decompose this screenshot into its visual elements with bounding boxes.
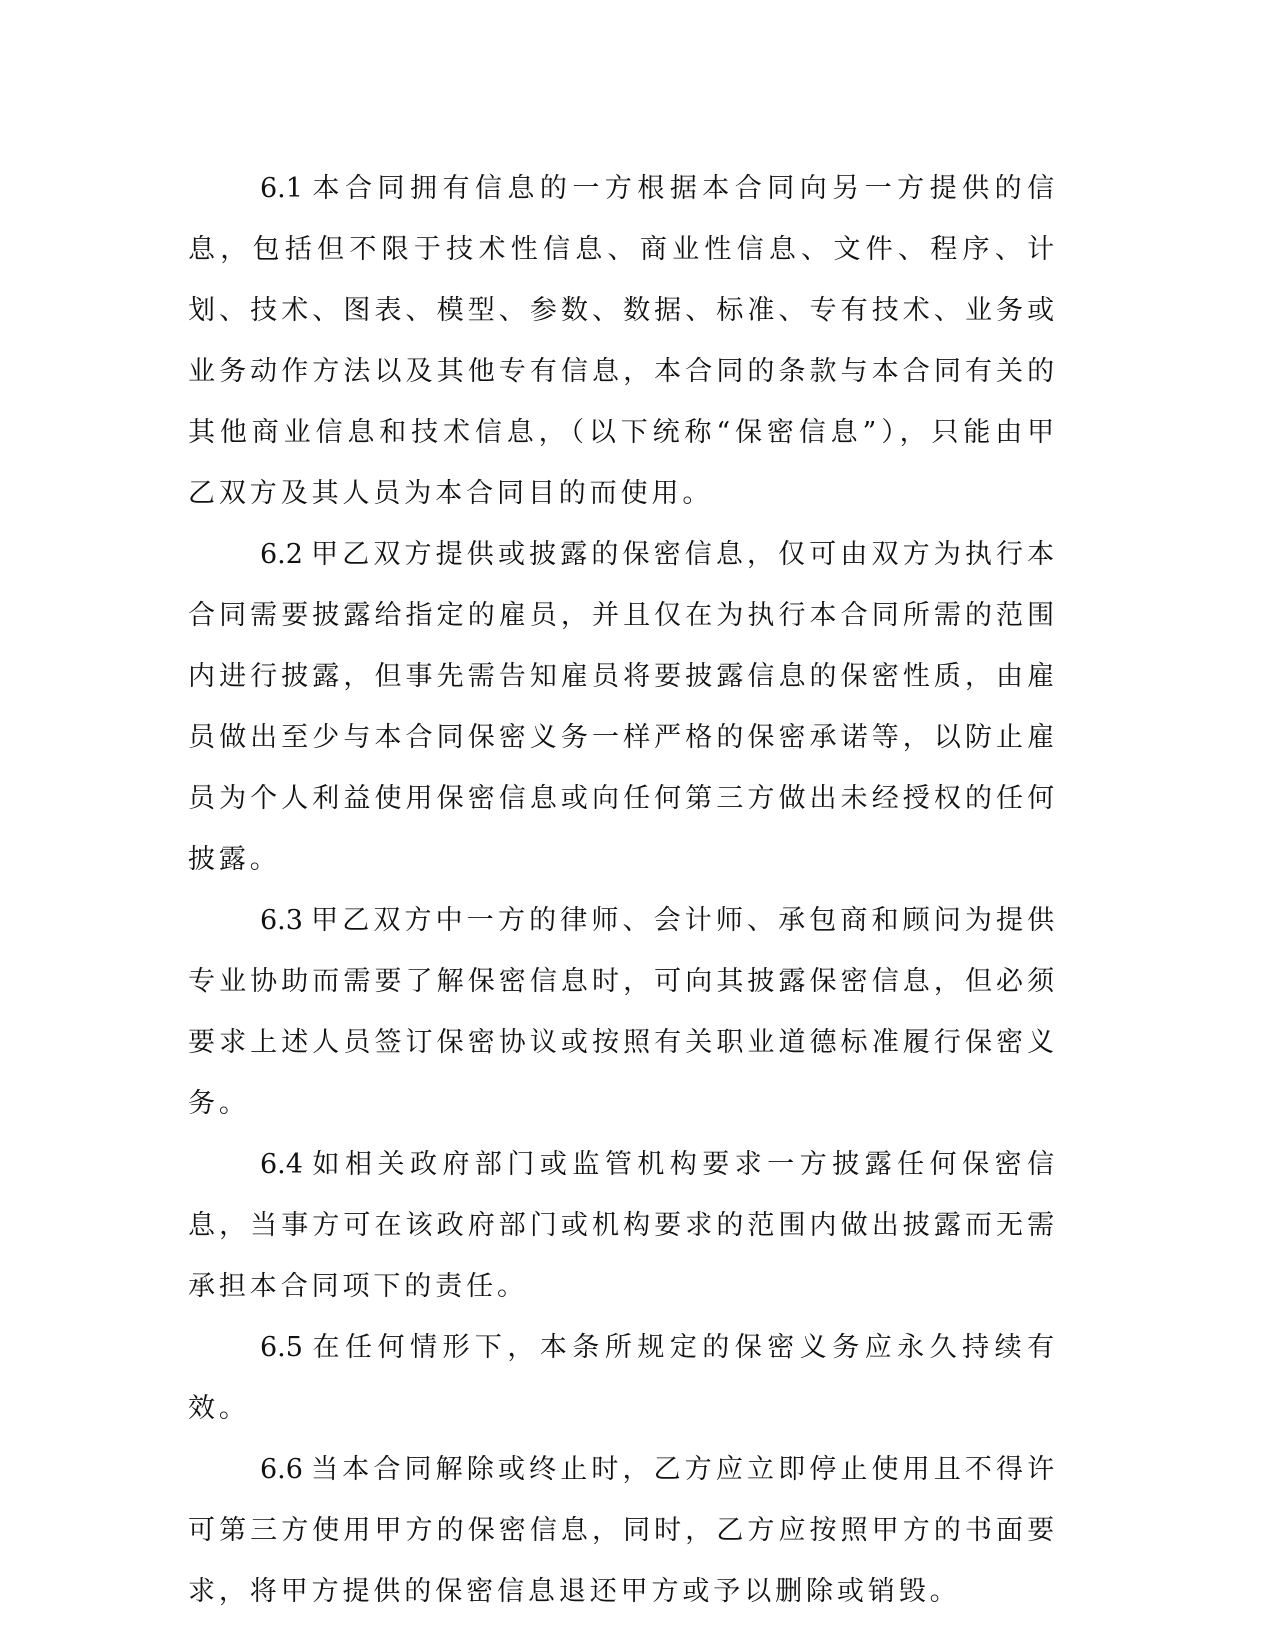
clause-number: 6.6 (260, 1454, 303, 1485)
clause-text: 当本合同解除或终止时，乙方应立即停止使用且不得许可第三方使用甲方的保密信息，同时，乙方应按照甲方的书面要求，将甲方提供的保密信息退还甲方或予以删除或销毁。 (188, 1454, 1058, 1607)
contract-body (188, 158, 1058, 1622)
clause-text: 如相关政府部门或监管机构要求一方披露任何保密信息，当事方可在该政府部门或机构要求的范围内做出披露而无需承担本合同项下的责任。 (188, 1149, 1058, 1302)
clause-number: 6.4 (260, 1149, 303, 1180)
clause-6-6 (188, 1439, 1058, 1622)
clause-6-2 (188, 524, 1058, 890)
clause-text: 本合同拥有信息的一方根据本合同向另一方提供的信息，包括但不限于技术性信息、商业性信息、文件、程序、计划、技术、图表、模型、参数、数据、标准、专有技术、业务或业务动作方法以及其他专有信息，本合同的条款与本合同有关的其他商业信息和技术信息，（以下统称“保密信息”），只能由甲乙双方及其人员为本合同目的而使用。 (188, 173, 1058, 509)
clause-6-4 (188, 1134, 1058, 1317)
clause-number: 6.5 (260, 1332, 303, 1363)
clause-number: 6.2 (260, 539, 303, 570)
clause-6-1 (188, 158, 1058, 524)
clause-text: 甲乙双方提供或披露的保密信息，仅可由双方为执行本合同需要披露给指定的雇员，并且仅在为执行本合同所需的范围内进行披露，但事先需告知雇员将要披露信息的保密性质，由雇员做出至少与本合同保密义务一样严格的保密承诺等，以防止雇员为个人利益使用保密信息或向任何第三方做出未经授权的任何披露。 (188, 539, 1058, 875)
clause-number: 6.3 (260, 905, 303, 936)
clause-number: 6.1 (260, 173, 303, 204)
clause-6-5 (188, 1317, 1058, 1439)
clause-text: 甲乙双方中一方的律师、会计师、承包商和顾问为提供专业协助而需要了解保密信息时，可向其披露保密信息，但必须要求上述人员签订保密协议或按照有关职业道德标准履行保密义务。 (188, 905, 1058, 1119)
clause-6-3 (188, 890, 1058, 1134)
clause-text: 在任何情形下，本条所规定的保密义务应永久持续有效。 (188, 1332, 1058, 1424)
